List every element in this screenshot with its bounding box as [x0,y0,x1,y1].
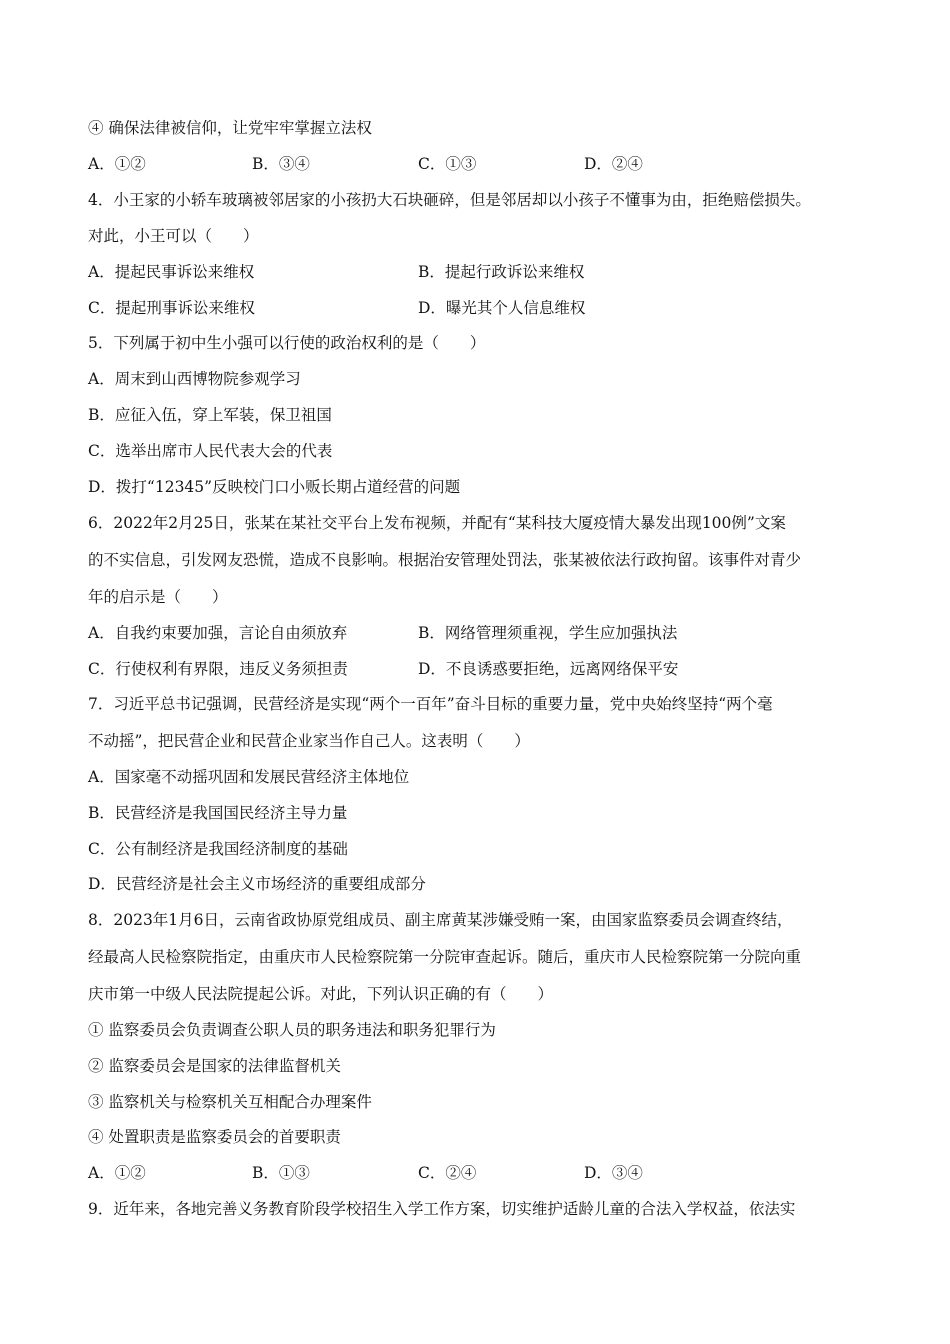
q4-option-c: C．提起刑事诉讼来维权 [88,299,255,317]
q7-option-a: A．国家毫不动摇巩固和发展民营经济主体地位 [88,768,410,786]
q8-stem-line1: 8．2023年1月6日，云南省政协原党组成员、副主席黄某涉嫌受贿一案，由国家监察委员会调查终结， [88,911,793,929]
q6-stem-line3: 年的启示是（ ） [88,588,228,606]
q4-stem-line1: 4．小王家的小轿车玻璃被邻居家的小孩扔大石块砸碎，但是邻居却以小孩子不懂事为由，拒绝赔偿损失。 [88,191,811,209]
q5-stem: 5．下列属于初中生小强可以行使的政治权利的是（ ） [88,334,486,352]
q4-option-a: A．提起民事诉讼来维权 [88,263,255,281]
q7-stem-line1: 7．习近平总书记强调，民营经济是实现“两个一百年”奋斗目标的重要力量，党中央始终坚持“两个毫 [88,695,773,713]
q4-stem-line2: 对此，小王可以（ ） [88,227,259,245]
q7-option-b: B．民营经济是我国国民经济主导力量 [88,804,348,822]
q6-option-a: A．自我约束要加强，言论自由须放弃 [88,624,348,642]
q8-statement-3: ③ 监察机关与检察机关互相配合办理案件 [88,1093,372,1111]
q8-option-c: C．②④ [418,1164,477,1182]
q3-statement-4: ④ 确保法律被信仰，让党牢牢掌握立法权 [88,119,372,137]
q6-stem-line1: 6．2022年2月25日，张某在某社交平台上发布视频，并配有“某科技大厦疫情大暴发出现100例”文案 [88,514,786,532]
q7-option-c: C．公有制经济是我国经济制度的基础 [88,840,348,858]
q8-stem-line3: 庆市第一中级人民法院提起公诉。对此，下列认识正确的有（ ） [88,985,554,1003]
q7-option-d: D．民营经济是社会主义市场经济的重要组成部分 [88,875,426,893]
q8-stem-line2: 经最高人民检察院指定，由重庆市人民检察院第一分院审查起诉。随后，重庆市人民检察院第一分院向重 [88,948,802,966]
q5-option-c: C．选举出席市人民代表大会的代表 [88,442,333,460]
q8-option-a: A．①② [88,1164,146,1182]
q6-stem-line2: 的不实信息，引发网友恐慌，造成不良影响。根据治安管理处罚法，张某被依法行政拘留。该事件对青少 [88,551,802,569]
q3-option-b: B．③④ [252,155,310,173]
q7-stem-line2: 不动摇”，把民营企业和民营企业家当作自己人。这表明（ ） [88,732,530,750]
q6-option-d: D．不良诱惑要拒绝，远离网络保平安 [418,660,679,678]
q6-option-c: C．行使权利有界限，违反义务须担责 [88,660,348,678]
q3-option-a: A．①② [88,155,146,173]
q4-option-d: D．曝光其个人信息维权 [418,299,586,317]
q8-statement-1: ① 监察委员会负责调查公职人员的职务违法和职务犯罪行为 [88,1021,496,1039]
q8-option-d: D．③④ [584,1164,643,1182]
q6-option-b: B．网络管理须重视，学生应加强执法 [418,624,678,642]
q5-option-a: A．周末到山西博物院参观学习 [88,370,301,388]
q9-stem-line1: 9．近年来，各地完善义务教育阶段学校招生入学工作方案，切实维护适龄儿童的合法入学权益，依法实 [88,1200,796,1218]
q8-statement-2: ② 监察委员会是国家的法律监督机关 [88,1057,341,1075]
q5-option-b: B．应征入伍，穿上军装，保卫祖国 [88,406,332,424]
q5-option-d: D．拨打“12345”反映校门口小贩长期占道经营的问题 [88,478,461,496]
q8-statement-4: ④ 处置职责是监察委员会的首要职责 [88,1128,341,1146]
q3-option-d: D．②④ [584,155,643,173]
q3-option-c: C．①③ [418,155,477,173]
q4-option-b: B．提起行政诉讼来维权 [418,263,585,281]
q8-option-b: B．①③ [252,1164,310,1182]
